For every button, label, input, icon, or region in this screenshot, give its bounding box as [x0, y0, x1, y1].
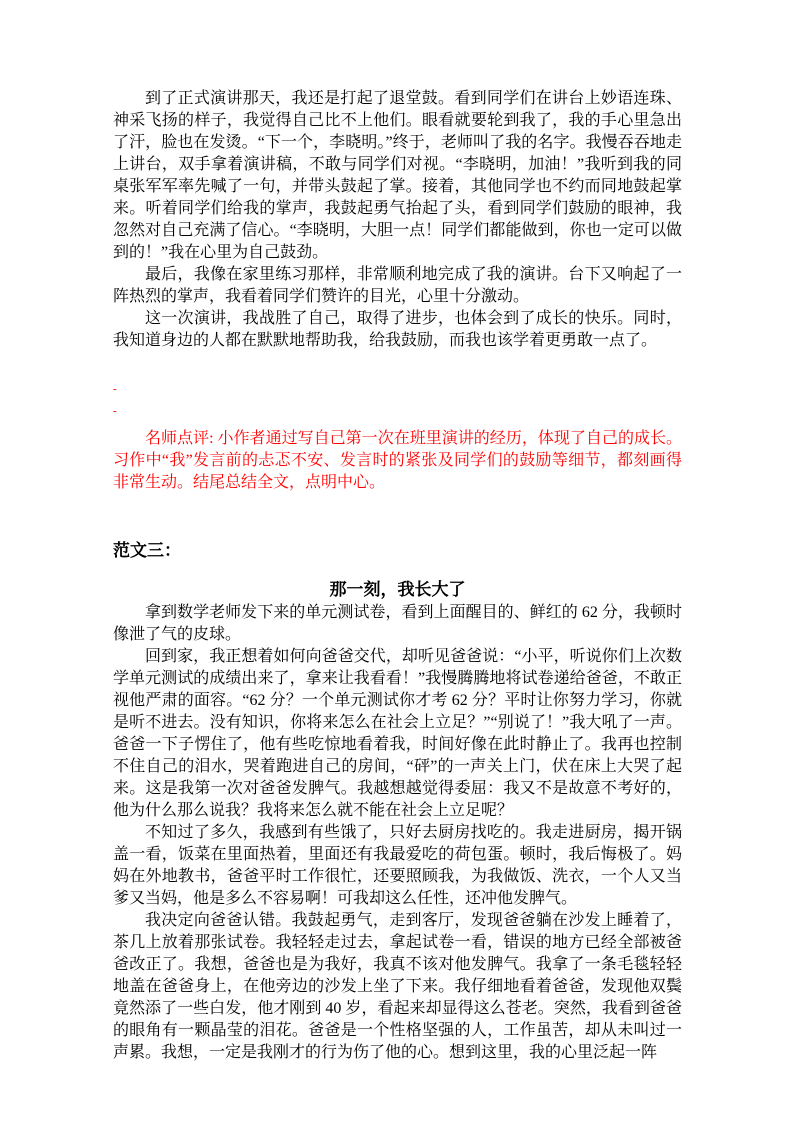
red-mark: - [113, 383, 117, 395]
section-label-essay3: 范文三： [113, 541, 181, 560]
essay-paragraph: 最后，我像在家里练习那样，非常顺利地完成了我的演讲。台下又响起了一阵热烈的掌声，我看着同学们赞许的目光，心里十分激动。 [113, 266, 682, 305]
essay3-title: 那一刻，我长大了 [329, 580, 466, 599]
essay-paragraph: 这一次演讲，我战胜了自己，取得了进步，也体会到了成长的快乐。同时，我知道身边的人都在默默地帮助我，给我鼓励，而我也该学着更勇敢一点了。 [113, 310, 682, 349]
essay-paragraph: 拿到数学老师发下来的单元测试卷，看到上面醒目的、鲜红的 62 分，我顿时像泄了气的皮球。 [113, 604, 682, 643]
essay-paragraph: 回到家，我正想着如何向爸爸交代，却听见爸爸说：“小平，听说你们上次数学单元测试的成绩出来了，拿来让我看看！”我慢腾腾地将试卷递给爸爸，不敢正视他严肃的面容。“62 分？一个单元测试你才考 62 分？平时让你努力学习，你就是听不进去。没有知识，你将来怎么在社会上立足？”“别说了！”我大吼了一声。爸爸一下子愣住了，他有些吃惊地看着我，时间好像在此时静止了。我再也控制不住自己的泪水，哭着跑进自己的房间，“砰”的一声关上门，伏在床上大哭了起来。这是我第一次对爸爸发脾气。我越想越觉得委屈：我又不是故意不考好的，他为什么那么说我？我将来怎么就不能在社会上立足呢？ [113, 648, 682, 819]
essay-paragraph: 不知过了多久，我感到有些饿了，只好去厨房找吃的。我走进厨房，揭开锅盖一看，饭菜在里面热着，里面还有我最爱吃的荷包蛋。顿时，我后悔极了。妈妈在外地教书，爸爸平时工作很忙，还要照顾我，为我做饭、洗衣，一个人又当爹又当妈，他是多么不容易啊！可我却这么任性，还冲他发脾气。 [113, 824, 682, 907]
red-mark: - [113, 405, 117, 417]
essay-paragraph: 我决定向爸爸认错。我鼓起勇气，走到客厅，发现爸爸躺在沙发上睡着了，茶几上放着那张试卷。我轻轻走过去，拿起试卷一看，错误的地方已经全部被爸爸改正了。我想，爸爸也是为我好，我真不该对他发脾气。我拿了一条毛毯轻轻地盖在爸爸身上，在他旁边的沙发上坐了下来。我仔细地看着爸爸，发现他双鬓竟然添了一些白发，他才刚到 40 岁，看起来却显得这么苍老。突然，我看到爸爸的眼角有一颗晶莹的泪花。爸爸是一个性格坚强的人，工作虽苦，却从未叫过一声累。我想，一定是我刚才的行为伤了他的心。想到这里，我的心里泛起一阵 [113, 912, 682, 1061]
margin-red-marks [113, 378, 682, 422]
teacher-comment: 名师点评: 小作者通过写自己第一次在班里演讲的经历，体现了自己的成长。习作中“我”发言前的忐忑不安、发言时的紧张及同学们的鼓励等细节，都刻画得非常生动。结尾总结全文，点明中心。 [113, 430, 682, 491]
essay-paragraph: 到了正式演讲那天，我还是打起了退堂鼓。看到同学们在讲台上妙语连珠、神采飞扬的样子，我觉得自己比不上他们。眼看就要轮到我了，我的手心里急出了汗，脸也在发烫。“下一个，李晓明。”终于，老师叫了我的名字。我慢吞吞地走上讲台，双手拿着演讲稿，不敢与同学们对视。“李晓明，加油！”我听到我的同桌张军军率先喊了一句，并带头鼓起了掌。接着，其他同学也不约而同地鼓起掌来。听着同学们给我的掌声，我鼓起勇气抬起了头，看到同学们鼓励的眼神，我忽然对自己充满了信心。“李晓明，大胆一点！同学们都能做到，你也一定可以做到的！”我在心里为自己鼓劲。 [113, 90, 682, 261]
